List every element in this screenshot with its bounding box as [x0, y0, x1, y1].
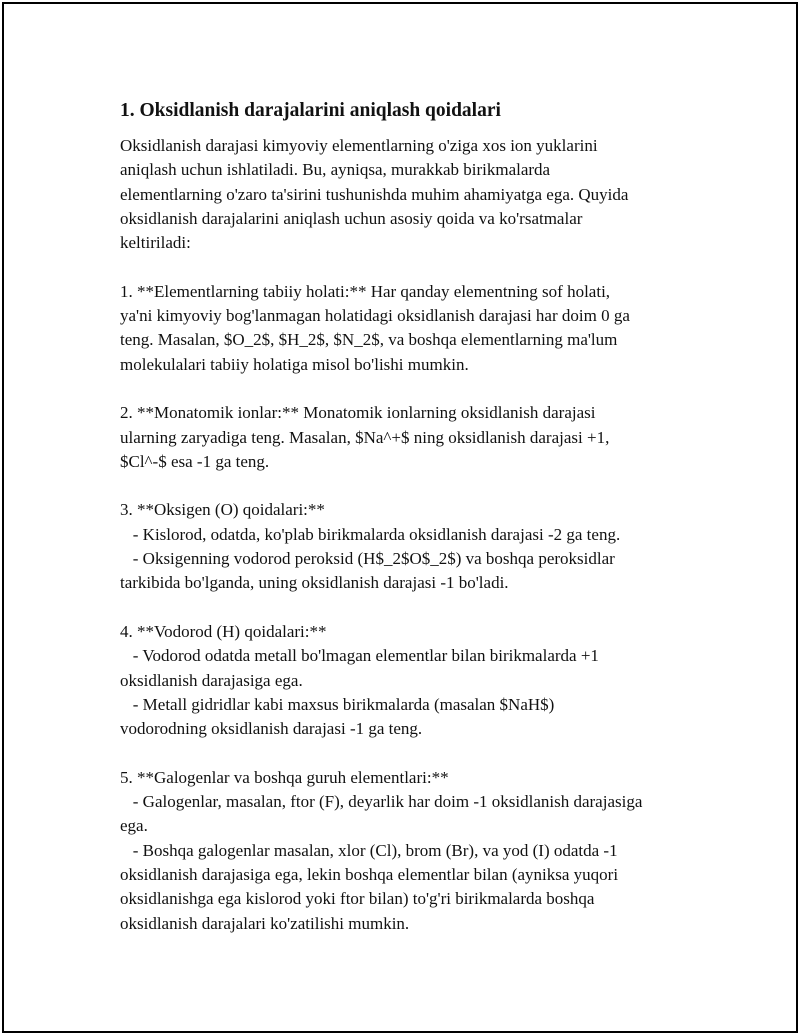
- document-content: [120, 98, 700, 936]
- page-frame: [2, 2, 798, 1033]
- document-title: 1. Oksidlanish darajalarini aniqlash qoidalari: [120, 100, 501, 121]
- document-body: Oksidlanish darajasi kimyoviy elementlarning o'ziga xos ion yuklarini aniqlash uchun ishlatiladi. Bu, ayniqsa, murakkab birikmalarda elementlarning o'zaro ta'sirini tushunishda muhim ahamiyatga ega. Quyida oksidlanish darajalarini aniqlash uchun asosiy qoida va ko'rsatmalar keltiriladi: 1. **Elementlarning tabiiy holati:** Har qanday elementning sof holati, ya'ni kimyoviy bog'lanmagan holatidagi oksidlanish darajasi har doim 0 ga teng. Masalan, $O_2$, $H_2$, $N_2$, va boshqa elementlarning ma'lum molekulalari tabiiy holatiga misol bo'lishi mumkin. 2. **Monatomik ionlar:** Monatomik ionlarning oksidlanish darajasi ularning zaryadiga teng. Masalan, $Na^+$ ning oksidlanish darajasi +1, $Cl^-$ esa -1 ga teng. 3. **Oksigen (O) qoidalari:** - Kislorod, odatda, ko'plab birikmalarda oksidlanish darajasi -2 ga teng. - Oksigenning vodorod peroksid (H$_2$O$_2$) va boshqa peroksidlar tarkibida bo'lganda, uning oksidlanish darajasi -1 bo'ladi. 4. **Vodorod (H) qoidalari:** - Vodorod odatda metall bo'lmagan elementlar bilan birikmalarda +1 oksidlanish darajasiga ega. - Metall gidridlar kabi maxsus birikmalarda (masalan $NaH$) vodorodning oksidlanish darajasi -1 ga teng. 5. **Galogenlar va boshqa guruh elementlari:** - Galogenlar, masalan, ftor (F), deyarlik har doim -1 oksidlanish darajasiga ega. - Boshqa galogenlar masalan, xlor (Cl), brom (Br), va yod (I) odatda -1 oksidlanish darajasiga ega, lekin boshqa elementlar bilan (ayniksa yuqori oksidlanishga ega kislorod yoki ftor bilan) to'g'ri birikmalarda boshqa oksidlanish darajalari ko'zatilishi mumkin.: [120, 136, 643, 933]
